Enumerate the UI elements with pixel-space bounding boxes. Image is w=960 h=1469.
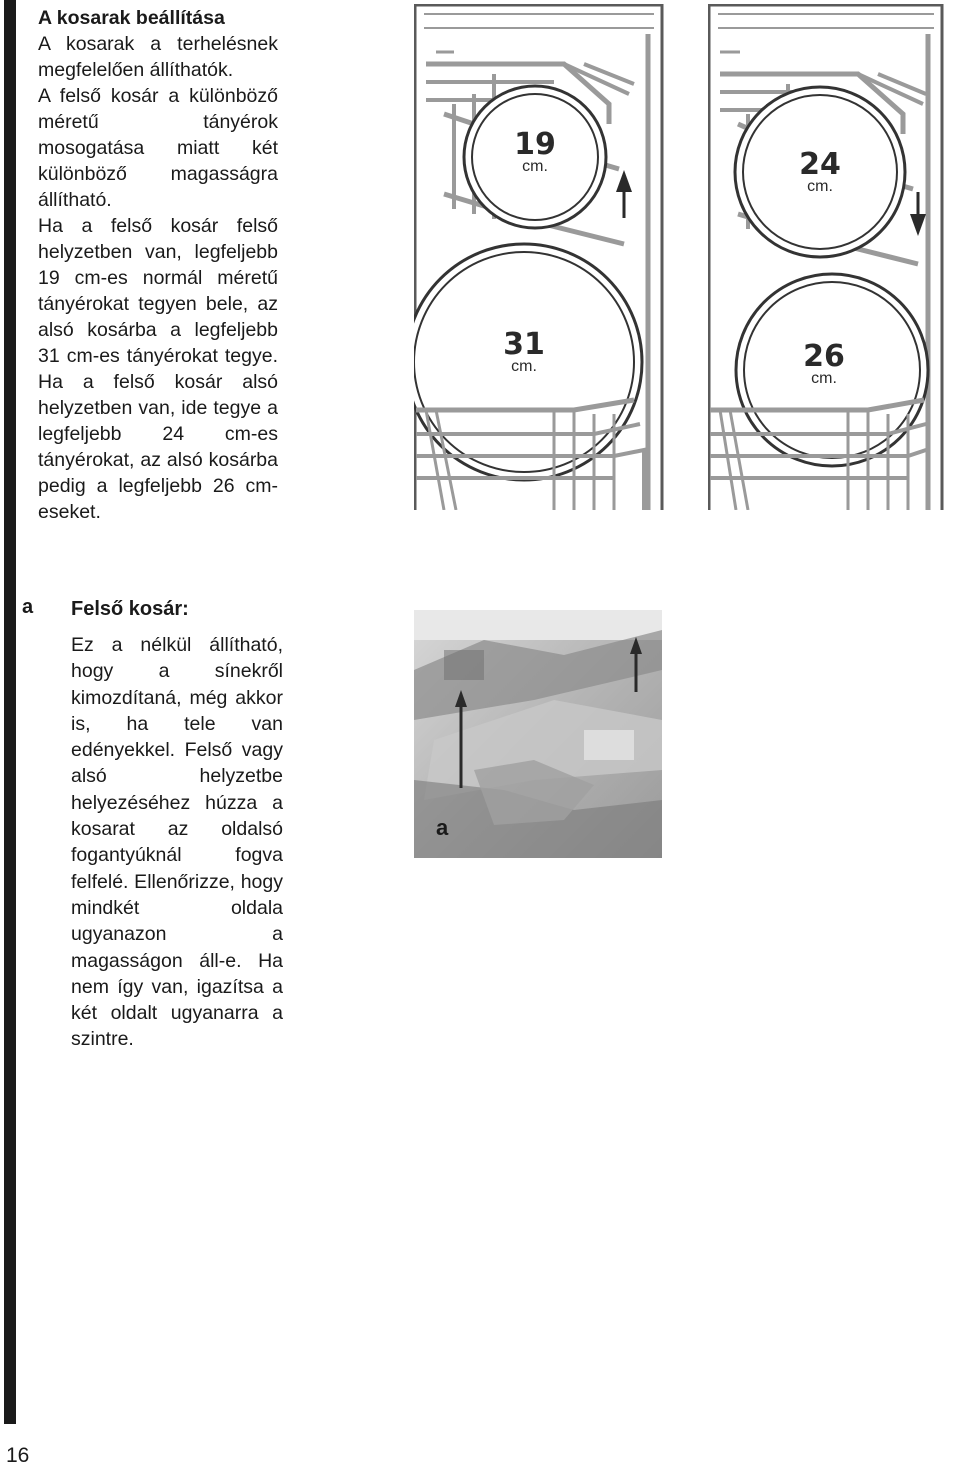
section-marker: a [22,596,34,618]
plate-size-unit: cm. [522,158,548,175]
section-title: A kosarak beállítása [38,7,225,29]
plate-size-unit: cm. [511,358,537,375]
section-basket-adjustment [38,5,278,525]
plate-size-value: 24 [799,147,841,182]
plate-size-value: 19 [514,127,556,162]
plate-size-value: 26 [803,339,845,374]
section-paragraph: A felső kosár a különböző méretű tányérok mosogatása miatt két különböző magasságra állítható. [38,85,278,211]
figure-basket-upper-position [414,4,664,510]
figure-basket-lower-position [708,4,958,510]
arrow-down-icon [910,192,926,236]
section-body: Ez a nélkül állítható, hogy a sínekről kimozdítaná, még akkor is, ha tele van edényekkel. Felső vagy alsó helyzetbe helyezéséhez húzza a kosarat az oldalsó fogantyúknál fogva felfelé. Ellenőrizze, hogy mindkét oldala ugyanazon a magasságon áll-e. Ha nem így van, igazítsa a két oldalt ugyanarra a szintre. [71,634,283,1051]
plate-size-unit: cm. [807,178,833,195]
page-number: 16 [6,1444,30,1467]
plate-size-unit: cm. [811,370,837,387]
section-paragraph: Ha a felső kosár felső helyzetben van, legfeljebb 19 cm-es normál méretű tányérokat tegyen bele, az alsó kosárba a legfeljebb 31 cm-es tányérokat tegye. Ha a felső kosár alsó helyzetben van, ide tegye a legfeljebb 24 cm-es tányérokat, az alsó kosárba pedig a legfeljebb 26 cm-eseket. [38,215,278,523]
photo-label: a [436,815,449,840]
section-title: Felső kosár: [71,598,189,620]
page-side-bar [4,0,16,1424]
section-paragraph: A kosarak a terhelésnek megfelelően állíthatók. [38,33,278,81]
plate-size-value: 31 [503,327,545,362]
photo-basket-handle [414,610,662,858]
arrow-up-icon [616,170,632,218]
